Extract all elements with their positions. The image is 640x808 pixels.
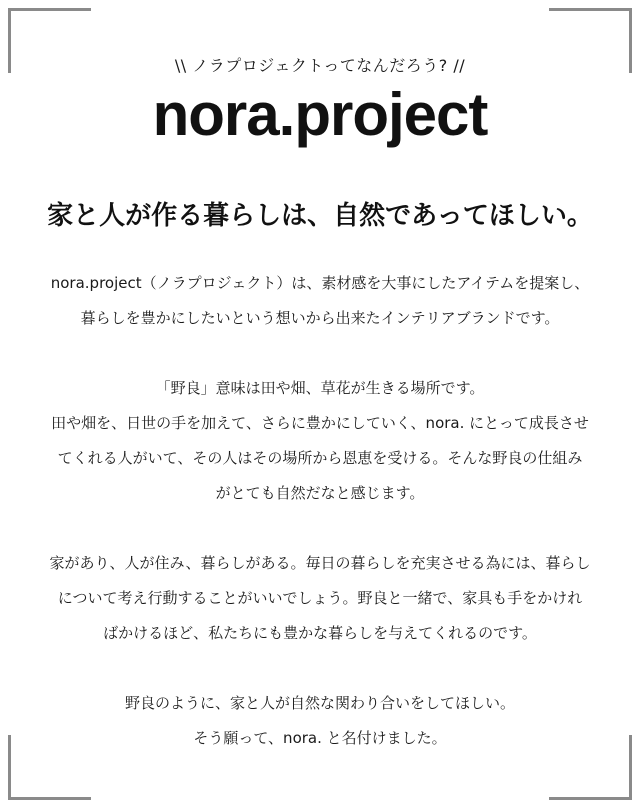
headline: 家と人が作る暮らしは、自然であってほしい。 — [47, 201, 593, 231]
tagline: \\ ノラプロジェクトってなんだろう? // — [174, 56, 466, 75]
paragraph-line: てくれる人がいて、その人はその場所から恩恵を受ける。そんな野良の仕組み — [57, 449, 583, 467]
paragraph-gap — [20, 511, 620, 546]
paragraph-gap — [20, 336, 620, 371]
paragraph-line: nora.project（ノラプロジェクト）は、素材感を大事にしたアイテムを提案し、 — [50, 274, 590, 292]
paragraph-line: 暮らしを豊かにしたいという想いから出来たインテリアブランドです。 — [80, 309, 560, 327]
paragraph-line: について考え行動することがいいでしょう。野良と一緒で、家具も手をかけれ — [57, 589, 583, 607]
paragraph-line: 家があり、人が住み、暮らしがある。毎日の暮らしを充実させる為には、暮らし — [49, 554, 591, 572]
paragraph-line: 野良のように、家と人が自然な関わり合いをしてほしい。 — [124, 694, 515, 712]
paragraph-gap — [20, 651, 620, 686]
body-text — [20, 266, 620, 756]
brand-title: nora.project — [152, 81, 488, 148]
paragraph-line: そう願って、nora. と名付けました。 — [193, 729, 447, 747]
paragraph-line: 田や畑を、日世の手を加えて、さらに豊かにしていく、nora. にとって成長させ — [51, 414, 589, 432]
paragraph-line: がとても自然だなと感じます。 — [215, 484, 425, 502]
paragraph-line: ばかけるほど、私たちにも豊かな暮らしを与えてくれるのです。 — [103, 624, 537, 642]
paragraph-line: 「野良」意味は田や畑、草花が生きる場所です。 — [155, 379, 485, 397]
